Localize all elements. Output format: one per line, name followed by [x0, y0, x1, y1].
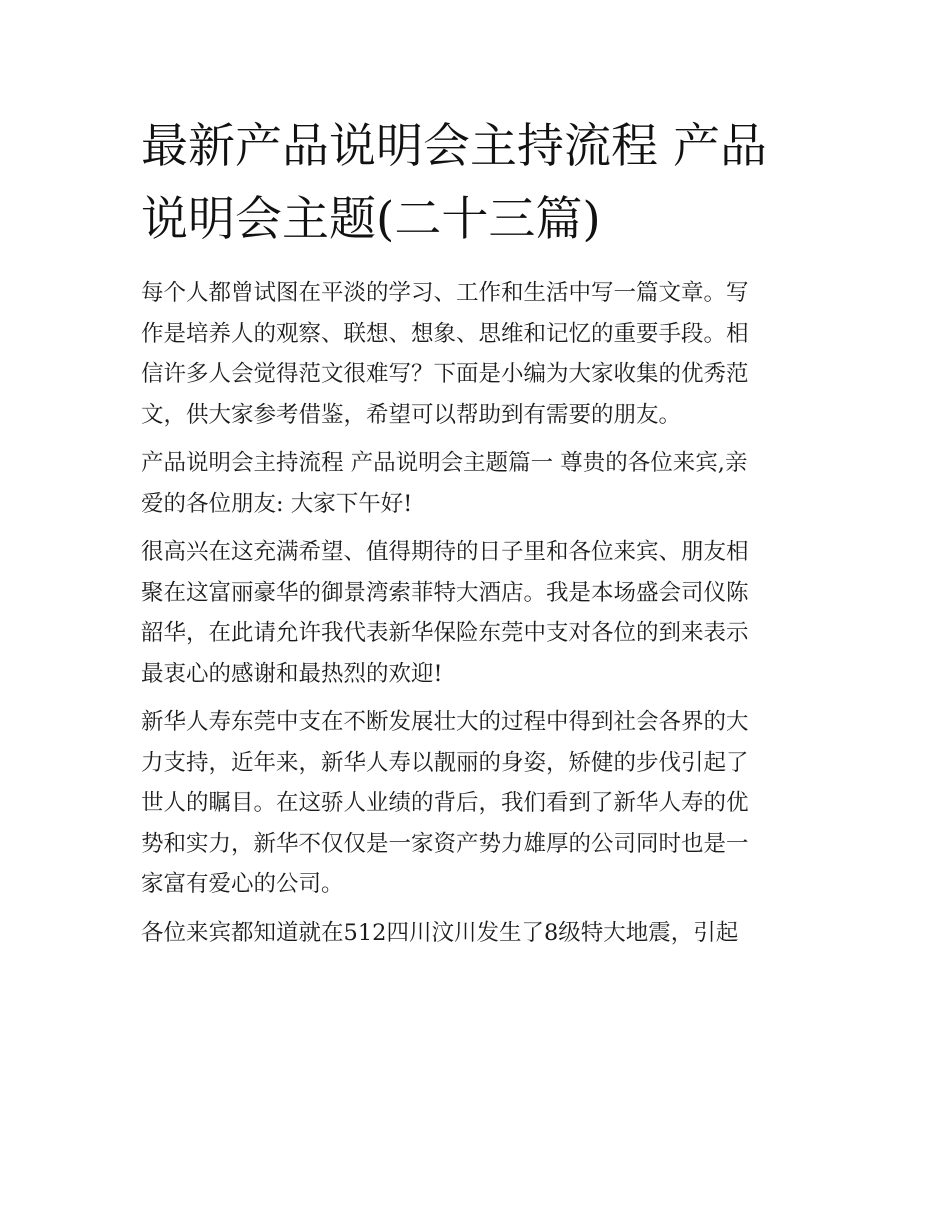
earthquake-paragraph — [141, 913, 813, 954]
text-line: 文，供大家参考借鉴，希望可以帮助到有需要的朋友。 — [141, 401, 682, 428]
text-line: 家富有爱心的公司。 — [141, 871, 344, 897]
text-line: 产品说明会主持流程 产品说明会主题篇一 尊贵的各位来宾,亲 — [141, 450, 748, 476]
text-line: 聚在这富丽豪华的御景湾索菲特大酒店。我是本场盛会司仪陈 — [141, 579, 749, 606]
text-line: 韶华，在此请允许我代表新华保险东莞中支对各位的到来表示 — [141, 620, 749, 646]
text-line: 爱的各位朋友: 大家下午好! — [141, 490, 413, 517]
welcome-paragraph — [141, 532, 813, 694]
text-line: 作是培养人的观察、联想、想象、思维和记忆的重要手段。相 — [141, 320, 749, 347]
text-line: 最衷心的感谢和最热烈的欢迎! — [141, 660, 443, 687]
document-body — [141, 110, 813, 953]
text-line: 力支持，近年来，新华人寿以靓丽的身姿，矫健的步伐引起了 — [141, 749, 749, 776]
text-line: 很高兴在这充满希望、值得期待的日子里和各位来宾、朋友相 — [141, 539, 749, 565]
text-line: 世人的瞩目。在这骄人业绩的背后，我们看到了新华人寿的优 — [141, 790, 749, 816]
text-line: 势和实力，新华不仅仅是一家资产势力雄厚的公司同时也是一 — [141, 830, 749, 857]
text-line: 各位来宾都知道就在512四川汶川发生了8级特大地震，引起 — [141, 919, 739, 946]
text-line: 信许多人会觉得范文很难写？下面是小编为大家收集的优秀范 — [141, 361, 749, 387]
greeting-paragraph — [141, 443, 813, 524]
company-paragraph — [141, 702, 813, 905]
title-line: 说明会主题(二十三篇) — [141, 192, 601, 247]
title-line: 最新产品说明会主持流程 产品 — [141, 119, 767, 174]
text-line: 新华人寿东莞中支在不断发展壮大的过程中得到社会各界的大 — [141, 709, 749, 735]
intro-paragraph — [141, 273, 813, 435]
document-title — [141, 110, 813, 256]
text-line: 每个人都曾试图在平淡的学习、工作和生活中写一篇文章。写 — [141, 280, 749, 306]
